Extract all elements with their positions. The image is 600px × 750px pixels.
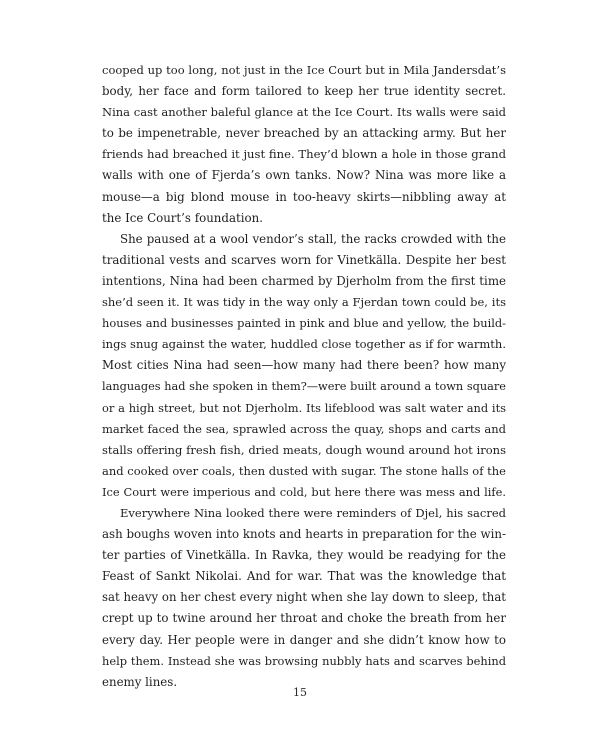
text-line: languages had she spoken in them?—were built around a town square [102, 380, 506, 394]
text-line: She paused at a wool vendor’s stall, the racks crowded with the [120, 231, 506, 246]
text-line: to be impenetrable, never breached by an attacking army. But her [102, 126, 506, 141]
text-line: Ice Court were imperious and cold, but here there was mess and life. [102, 484, 506, 499]
text-line: the Ice Court’s foundation. [102, 210, 263, 225]
text-line: and cooked over coals, then dusted with sugar. The stone halls of the [102, 463, 506, 478]
text-line: traditional vests and scarves worn for Vinetkälla. Despite her best [102, 252, 506, 267]
text-line: Feast of Sankt Nikolai. And for war. That was the knowledge that [102, 569, 506, 584]
text-line: every day. Her people were in danger and she didn’t know how to [102, 632, 506, 647]
text-line: market faced the sea, sprawled across the quay, shops and carts and [102, 421, 506, 436]
text-line: sat heavy on her chest every night when she lay down to sleep, that [102, 590, 506, 605]
text-line: Everywhere Nina looked there were reminders of Djel, his sacred [120, 505, 506, 520]
text-line: ash boughs woven into knots and hearts in preparation for the win- [102, 527, 506, 542]
text-line: Most cities Nina had seen—how many had there been? how many [102, 358, 506, 373]
text-line: Nina cast another baleful glance at the Ice Court. Its walls were said [102, 105, 506, 120]
text-line: crept up to twine around her throat and choke the breath from her [102, 611, 506, 626]
text-line: stalls offering fresh fish, dried meats, dough wound around hot irons [102, 442, 506, 457]
body-text [102, 60, 506, 693]
text-line: she’d seen it. It was tidy in the way only a Fjerdan town could be, its [102, 295, 506, 310]
text-line: body, her face and form tailored to keep her true identity secret. [102, 84, 506, 99]
text-line: or a high street, but not Djerholm. Its lifeblood was salt water and its [102, 400, 506, 415]
text-line: intentions, Nina had been charmed by Djerholm from the first time [102, 273, 506, 288]
text-line: houses and businesses painted in pink and blue and yellow, the build- [102, 316, 506, 331]
text-line: help them. Instead she was browsing nubbly hats and scarves behind [102, 653, 506, 668]
text-line: mouse—a big blond mouse in too-heavy skirts—nibbling away at [102, 189, 506, 204]
text-line: ings snug against the water, huddled close together as if for warmth. [102, 337, 506, 352]
page-number: 15 [293, 686, 307, 699]
text-line: walls with one of Fjerda’s own tanks. Now? Nina was more like a [102, 168, 506, 183]
text-line: ter parties of Vinetkälla. In Ravka, they would be readying for the [102, 548, 506, 563]
text-line: cooped up too long, not just in the Ice Court but in Mila Jandersdat’s [102, 63, 506, 77]
text-line: friends had breached it just fine. They’d blown a hole in those grand [102, 147, 506, 162]
text-line: enemy lines. [102, 674, 178, 689]
